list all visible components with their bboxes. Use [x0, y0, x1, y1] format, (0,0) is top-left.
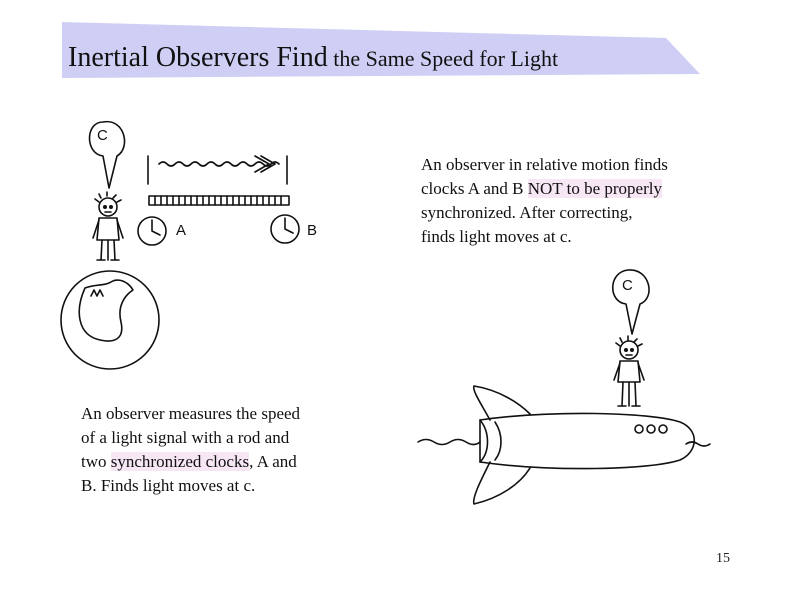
head-diagram: [61, 271, 159, 369]
left-text-line-4: B. Finds light moves at c.: [81, 476, 256, 495]
front-wake: [686, 442, 710, 446]
light-signal-wave: [159, 156, 279, 172]
slide-title: [68, 42, 558, 74]
left-text-line-2: of a light signal with a rod and: [81, 428, 290, 447]
stationary-observer-text: [81, 402, 371, 498]
stationary-observer-illustration: [55, 110, 318, 375]
bubble-letter-left: C: [97, 127, 108, 144]
left-text-line-3-start: two: [81, 452, 111, 471]
right-text-line-1: An observer in relative motion finds: [421, 155, 668, 174]
clock-b-icon: [271, 215, 299, 243]
left-text-line-3: [81, 450, 371, 474]
title-rest-part: the Same Speed for Light: [327, 46, 559, 71]
highlight-not-synchronized: NOT to be properly: [527, 179, 662, 198]
measuring-rod: [149, 196, 289, 205]
highlight-synchronized-clocks: synchronized clocks: [110, 452, 250, 471]
clock-b-label: B: [307, 222, 318, 239]
moving-observer-text: [421, 153, 721, 249]
clock-a-icon: [138, 217, 166, 245]
bubble-letter-right: C: [622, 277, 633, 294]
clock-a-label: A: [176, 222, 187, 239]
rocket-observer-figure: [614, 336, 644, 406]
left-text-line-1: An observer measures the speed: [81, 404, 301, 423]
rocket-ship: [474, 386, 695, 504]
exhaust-trail: [418, 440, 480, 445]
observer-figure: [93, 192, 123, 260]
left-text-line-3-end: , A and: [249, 452, 297, 471]
right-text-line-4: finds light moves at c.: [421, 227, 572, 246]
rocket-observer-illustration: [410, 262, 730, 522]
right-text-line-3: synchronized. After correcting,: [421, 203, 633, 222]
right-text-line-2: [421, 177, 721, 201]
right-text-line-2-start: clocks A and B: [421, 179, 528, 198]
page-number: 15: [716, 551, 730, 566]
title-bold-part: Inertial Observers Find: [68, 42, 328, 73]
